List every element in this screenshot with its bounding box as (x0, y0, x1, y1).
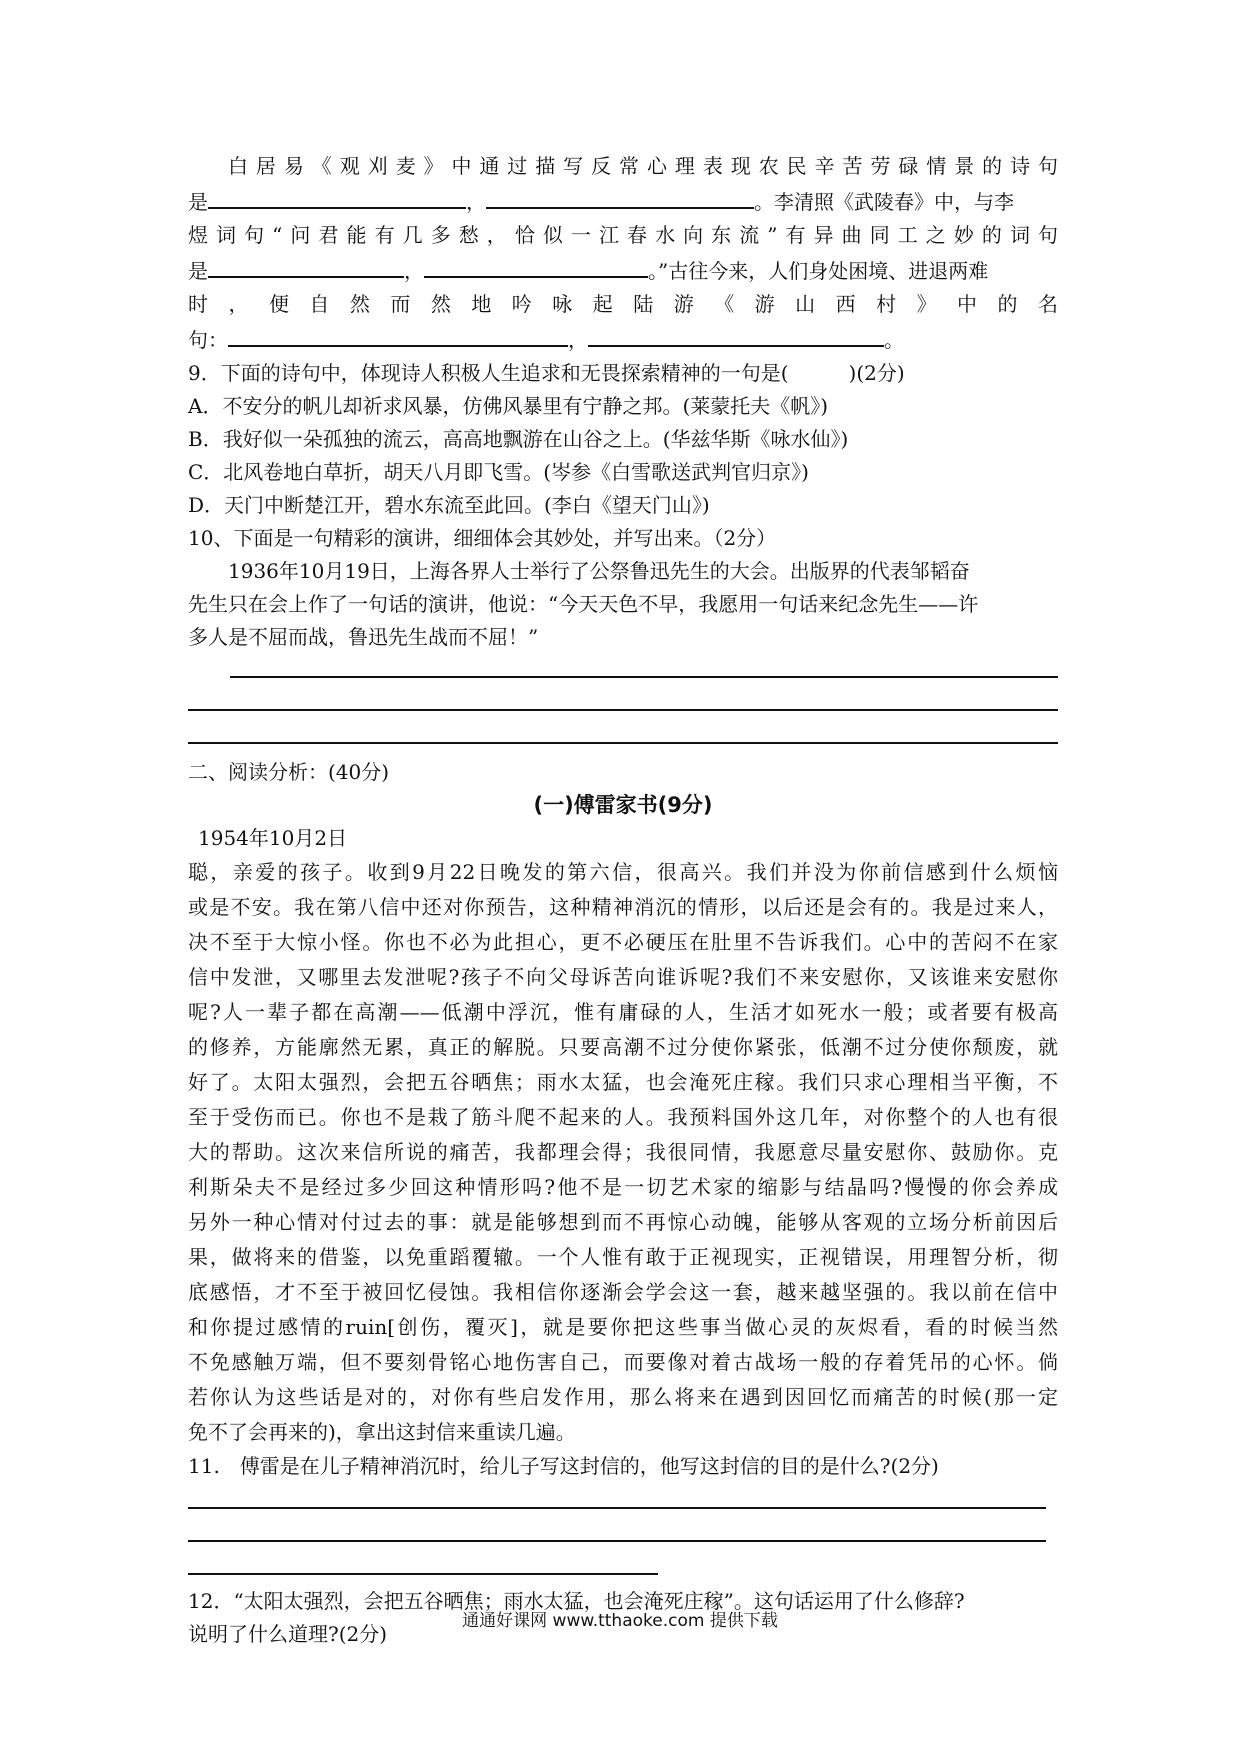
page-content (188, 150, 1058, 1651)
answer-blank[interactable] (588, 321, 884, 347)
answer-blank[interactable] (228, 321, 568, 347)
fill-line-6: 句： ， 。 (188, 321, 1058, 357)
letter-line: 至于受伤而已。你也不是栽了筋斗爬不起来的人。我预料国外这几年，对你整个的人也有很 (188, 1105, 1058, 1129)
letter-line: 和你提过感情的ruin[创伤，覆灭]，就是要你把这些事当做心灵的灰烬看，看的时候当然 (188, 1315, 1058, 1339)
letter-line: 另外一种心情对付过去的事：就是能够想到而不再惊心动魄，能够从客观的立场分析前因后 (188, 1210, 1058, 1234)
letter-date: 1954年10月2日 (198, 826, 348, 850)
letter-line: 或是不安。我在第八信中还对你预告，这种精神消沉的情形，以后还是会有的。我是过来人， (188, 895, 1058, 919)
question-9-stem: 9．下面的诗句中，体现诗人积极人生追求和无畏探索精神的一句是( )(2分) (188, 361, 905, 385)
question-10-stem: 10、下面是一句精彩的演讲，细细体会其妙处，并写出来。（2分） (188, 526, 777, 550)
answer-blank[interactable] (486, 183, 754, 209)
option-d[interactable]: D．天门中断楚江开，碧水东流至此回。(李白《望天门山》) (188, 493, 710, 517)
letter-line: 大的帮助。这次来信所说的痛苦，我都理会得；我很同情，我愿意尽量安慰你、鼓励你。克 (188, 1140, 1058, 1164)
question-12-stem: 说明了什么道理?(2分) (188, 1622, 388, 1646)
passage-line: 多人是不屈而战，鲁迅先生战而不屈！” (188, 625, 539, 649)
answer-line[interactable] (188, 1573, 658, 1575)
section-reading (188, 756, 1058, 1450)
letter-line: 不免感触万端，但不要刻骨铭心地伤害自己，而要像对着古战场一般的存着凭吊的心怀。倘 (188, 1350, 1058, 1374)
passage-line: 1936年10月19日，上海各界人士举行了公祭鲁迅先生的大会。出版界的代表邹韬奋 (228, 559, 970, 583)
answer-blank[interactable] (208, 252, 404, 278)
answer-blank[interactable] (208, 183, 466, 209)
letter-line: 聪，亲爱的孩子。收到9月22日晚发的第六信，很高兴。我们并没为你前信感到什么烦恼 (188, 860, 1058, 884)
letter-line: 底感悟，才不至于被回忆侵蚀。我相信你逐渐会学会这一套，越来越坚强的。我以前在信中 (188, 1280, 1058, 1304)
answer-line[interactable] (188, 742, 1058, 744)
page-footer: 通通好课网 www.tthaoke.com 提供下载 (462, 1611, 778, 1631)
fill-line-2: 是 ， 。李清照《武陵春》中，与李 (188, 183, 1058, 219)
letter-line: 好了。太阳太强烈，会把五谷晒焦；雨水太猛，也会淹死庄稼。我们只求心理相当平衡，不 (188, 1070, 1058, 1094)
option-b[interactable]: B．我好似一朵孤独的流云，高高地飘游在山谷之上。(华兹华斯《咏水仙》) (188, 427, 849, 451)
letter-line: 免不了会再来的)，拿出这封信来重读几遍。 (188, 1420, 576, 1444)
question-11 (188, 1450, 1058, 1575)
poetry-fill-block (188, 150, 1058, 357)
fill-line-1: 白居易《观刈麦》中通过描写反常心理表现农民辛苦劳碌情景的诗句 (228, 154, 1058, 178)
letter-line: 信中发泄，又哪里去发泄呢?孩子不向父母诉苦向谁诉呢?我们不来安慰你，又该谁来安慰你 (188, 965, 1058, 989)
fill-line-3: 煜词句“问君能有几多愁，恰似一江春水向东流”有异曲同工之妙的词句 (188, 223, 1058, 247)
letter-body (188, 855, 1058, 1450)
letter-line: 呢?人一辈子都在高潮——低潮中浮沉，惟有庸碌的人，生活才如死水一般；或者要有极高 (188, 1000, 1058, 1024)
answer-blank[interactable] (424, 252, 648, 278)
letter-line: 利斯朵夫不是经过多少回这种情形吗?他不是一切艺术家的缩影与结晶吗?慢慢的你会养成 (188, 1175, 1058, 1199)
option-a[interactable]: A．不安分的帆儿却祈求风暴，仿佛风暴里有宁静之邦。(莱蒙托夫《帆》) (188, 394, 829, 418)
letter-line: 的修养，方能廓然无累，真正的解脱。只要高潮不过分使你紧张，低潮不过分使你颓废，就 (188, 1035, 1058, 1059)
section-heading: 二、阅读分析：(40分) (188, 760, 390, 784)
question-10 (188, 522, 1058, 744)
fill-line-5: 时，便自然而然地吟咏起陆游《游山西村》中的名 (188, 292, 1058, 316)
letter-line: 若你认为这些话是对的，对你有些启发作用，那么将来在遇到因回忆而痛苦的时候(那一定 (188, 1385, 1058, 1409)
fill-line-4: 是 ， 。”古往今来，人们身处困境、进退两难 (188, 252, 1058, 288)
question-11-stem: 11. 傅雷是在儿子精神消沉时，给儿子写这封信的，他写这封信的目的是什么?(2分) (188, 1454, 939, 1478)
passage-line: 先生只在会上作了一句话的演讲，他说：“今天天色不早，我愿用一句话来纪念先生——许 (188, 592, 979, 616)
option-c[interactable]: C．北风卷地白草折，胡天八月即飞雪。(岑参《白雪歌送武判官归京》) (188, 460, 809, 484)
reading-title: (一)傅雷家书(9分) (533, 793, 713, 817)
question-12-stem: 12．“太阳太强烈，会把五谷晒焦；雨水太猛，也会淹死庄稼”。这句话运用了什么修辞? (188, 1589, 965, 1613)
question-9 (188, 357, 1058, 522)
letter-line: 果，做将来的借鉴，以免重蹈覆辙。一个人惟有敢于正视现实，正视错误，用理智分析，彻 (188, 1245, 1058, 1269)
letter-line: 决不至于大惊小怪。你也不必为此担心，更不必硬压在肚里不告诉我们。心中的苦闷不在家 (188, 930, 1058, 954)
